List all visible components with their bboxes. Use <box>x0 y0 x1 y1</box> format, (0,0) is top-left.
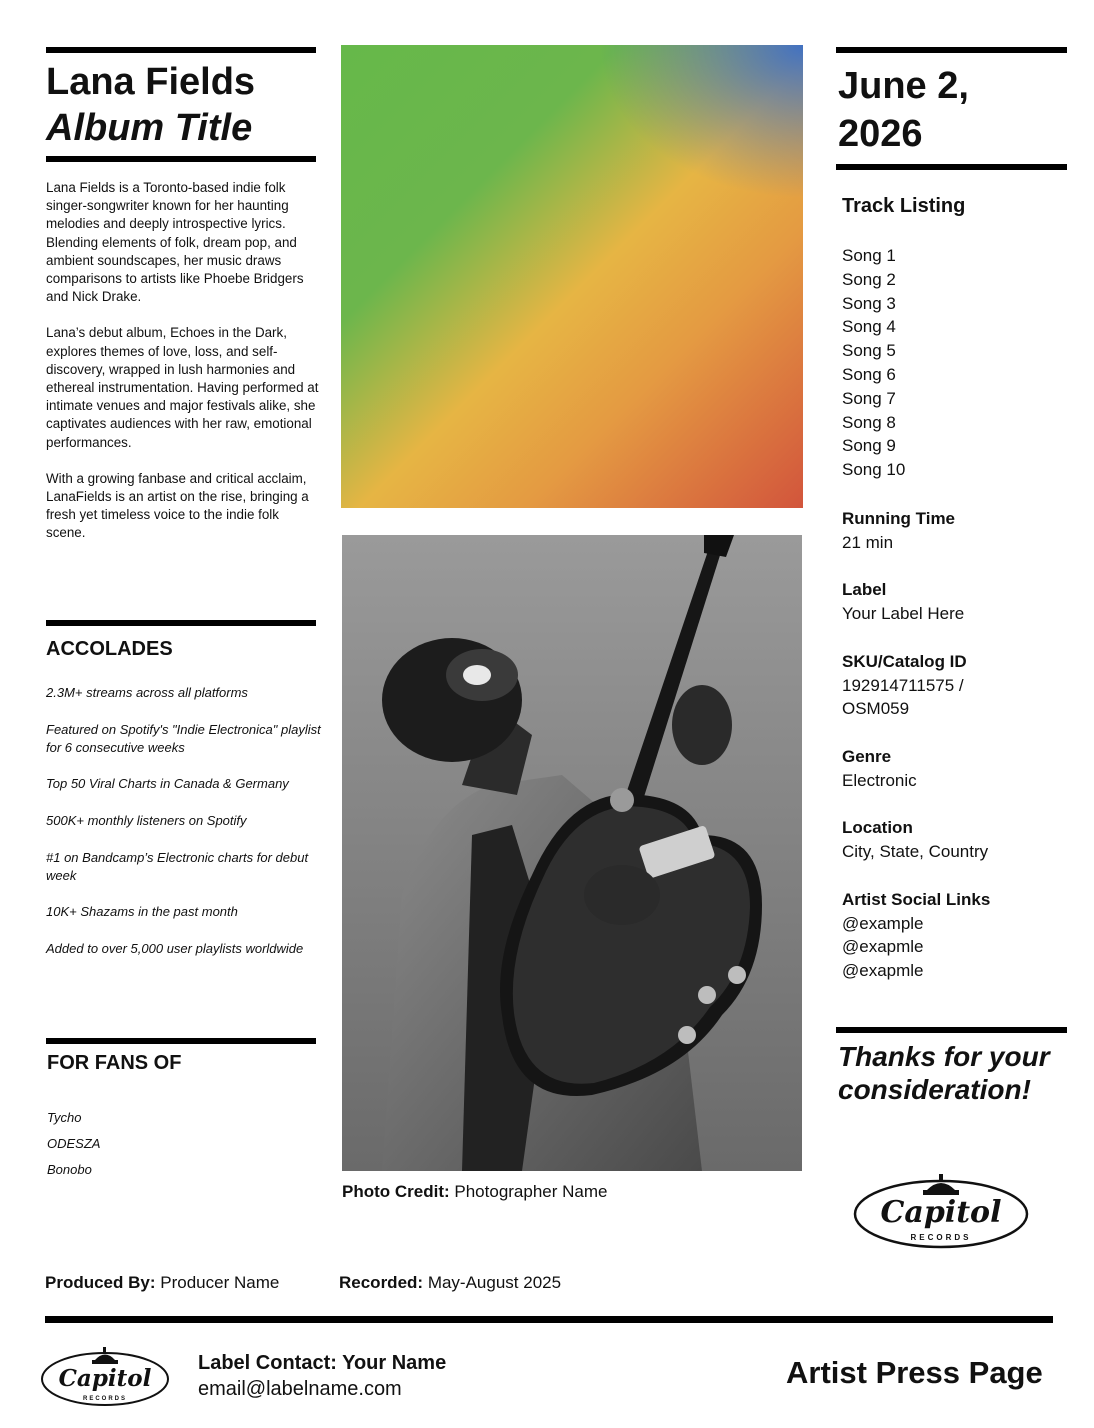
logo-wordmark: Capitol <box>58 1365 152 1392</box>
bio-paragraph: Lana’s debut album, Echoes in the Dark, explores themes of love, loss, and self-discovery, wrapped in lush harmonies and ethereal instrumentation. Having performed at intimate venues and major festivals alike, she captivates audiences with her raw, emotional performances. <box>46 325 319 450</box>
capitol-logo-icon <box>40 1345 170 1407</box>
label-contact <box>198 1350 446 1402</box>
album-title: Album Title <box>46 107 253 149</box>
track-item: Song 6 <box>842 364 896 384</box>
social-block <box>842 888 1062 983</box>
label-block <box>842 578 1062 626</box>
social-link[interactable]: @exapmle <box>842 937 924 957</box>
track-item: Song 3 <box>842 293 896 313</box>
label-logo <box>853 1172 1029 1250</box>
track-item: Song 9 <box>842 436 896 456</box>
label-value: Your Label Here <box>842 604 965 624</box>
accolades-rule <box>46 620 316 626</box>
release-date: June 2, 2026 <box>838 65 969 155</box>
producer-label: Produced By: <box>45 1273 156 1292</box>
accolade-item: Added to over 5,000 user playlists worldwide <box>46 940 304 956</box>
track-item: Song 2 <box>842 269 896 289</box>
genre-value: Electronic <box>842 770 917 790</box>
recorded-value: May-August 2025 <box>427 1273 562 1292</box>
producer-credit <box>45 1273 279 1293</box>
fans-rule <box>46 1038 316 1044</box>
track-item: Song 5 <box>842 341 896 361</box>
logo-subtext: RECORDS <box>82 1396 128 1402</box>
location-block <box>842 816 1062 864</box>
sku-label: SKU/Catalog ID <box>842 651 967 671</box>
accolade-item: 500K+ monthly listeners on Spotify <box>46 812 247 828</box>
sku-value: 192914711575 / OSM059 <box>842 675 964 719</box>
logo-wordmark: Capitol <box>880 1195 1002 1230</box>
label-label: Label <box>842 580 887 600</box>
accolade-item: #1 on Bandcamp’s Electronic charts for debut week <box>46 849 309 883</box>
genre-block <box>842 745 1062 793</box>
artist-name: Lana Fields <box>46 61 256 103</box>
accolade-item: Featured on Spotify's "Indie Electronica" playlist for 6 consecutive weeks <box>46 721 321 755</box>
press-page-title: Artist Press Page <box>786 1355 1043 1390</box>
artist-bio <box>46 179 321 561</box>
thanks-rule <box>836 1027 1067 1033</box>
social-link[interactable]: @example <box>842 913 924 933</box>
running-time-block <box>842 507 1062 555</box>
accolade-item: 10K+ Shazams in the past month <box>46 904 238 920</box>
running-time-value: 21 min <box>842 532 894 552</box>
footer-rule <box>45 1316 1053 1323</box>
fans-list <box>47 1105 100 1183</box>
social-link[interactable]: @exapmle <box>842 961 924 981</box>
bio-paragraph: With a growing fanbase and critical acclaim, LanaFields is an artist on the rise, bringing a fresh yet timeless voice to the indie folk scene. <box>46 470 309 541</box>
header-rule-bottom-right <box>836 164 1067 170</box>
photo-credit-value: Photographer Name <box>454 1182 608 1201</box>
photo-credit <box>342 1182 607 1202</box>
fan-artist: ODESZA <box>47 1136 101 1151</box>
accolades-list <box>46 684 321 977</box>
accolade-item: 2.3M+ streams across all platforms <box>46 685 248 700</box>
header-rule-top-right <box>836 47 1067 53</box>
accolades-title: ACCOLADES <box>46 638 173 660</box>
album-metadata <box>842 507 1062 1007</box>
running-time-label: Running Time <box>842 509 956 528</box>
bio-paragraph: Lana Fields is a Toronto-based indie folk singer-songwriter known for her haunting melodies and deeply introspective lyrics. Blending elements of folk, dream pop, and ambient soundscapes, her music draws comparisons to artists like Phoebe Bridgers and Nick Drake. <box>46 180 304 305</box>
track-item: Song 4 <box>842 317 896 337</box>
recorded-credit <box>339 1273 561 1293</box>
track-item: Song 1 <box>842 246 896 265</box>
social-label: Artist Social Links <box>842 889 991 909</box>
capitol-logo-icon <box>853 1172 1029 1250</box>
track-item: Song 8 <box>842 412 896 432</box>
track-list <box>842 244 905 482</box>
thanks-message: Thanks for your consideration! <box>838 1041 1050 1105</box>
footer-label-logo <box>40 1345 170 1407</box>
contact-email[interactable]: email@labelname.com <box>198 1378 402 1400</box>
location-value: City, State, Country <box>842 842 989 862</box>
genre-label: Genre <box>842 746 892 766</box>
logo-subtext: RECORDS <box>910 1233 972 1242</box>
track-listing-title: Track Listing <box>842 195 966 217</box>
producer-value: Producer Name <box>160 1273 280 1292</box>
track-item: Song 7 <box>842 388 896 408</box>
fans-title: FOR FANS OF <box>47 1052 182 1074</box>
recorded-label: Recorded: <box>339 1273 424 1292</box>
accolade-item: Top 50 Viral Charts in Canada & Germany <box>46 776 289 792</box>
sku-block <box>842 650 1062 721</box>
album-cover-gradient <box>341 45 803 508</box>
track-item: Song 10 <box>842 460 906 480</box>
fan-artist: Tycho <box>47 1110 82 1125</box>
location-label: Location <box>842 818 913 838</box>
header-rule-top-left <box>46 47 316 53</box>
photo-credit-label: Photo Credit: <box>342 1182 450 1201</box>
contact-name: Label Contact: Your Name <box>198 1352 447 1374</box>
guitarist-illustration <box>342 535 802 1171</box>
header-rule-bottom-left <box>46 156 316 162</box>
artist-photo <box>342 535 802 1171</box>
fan-artist: Bonobo <box>47 1162 92 1177</box>
